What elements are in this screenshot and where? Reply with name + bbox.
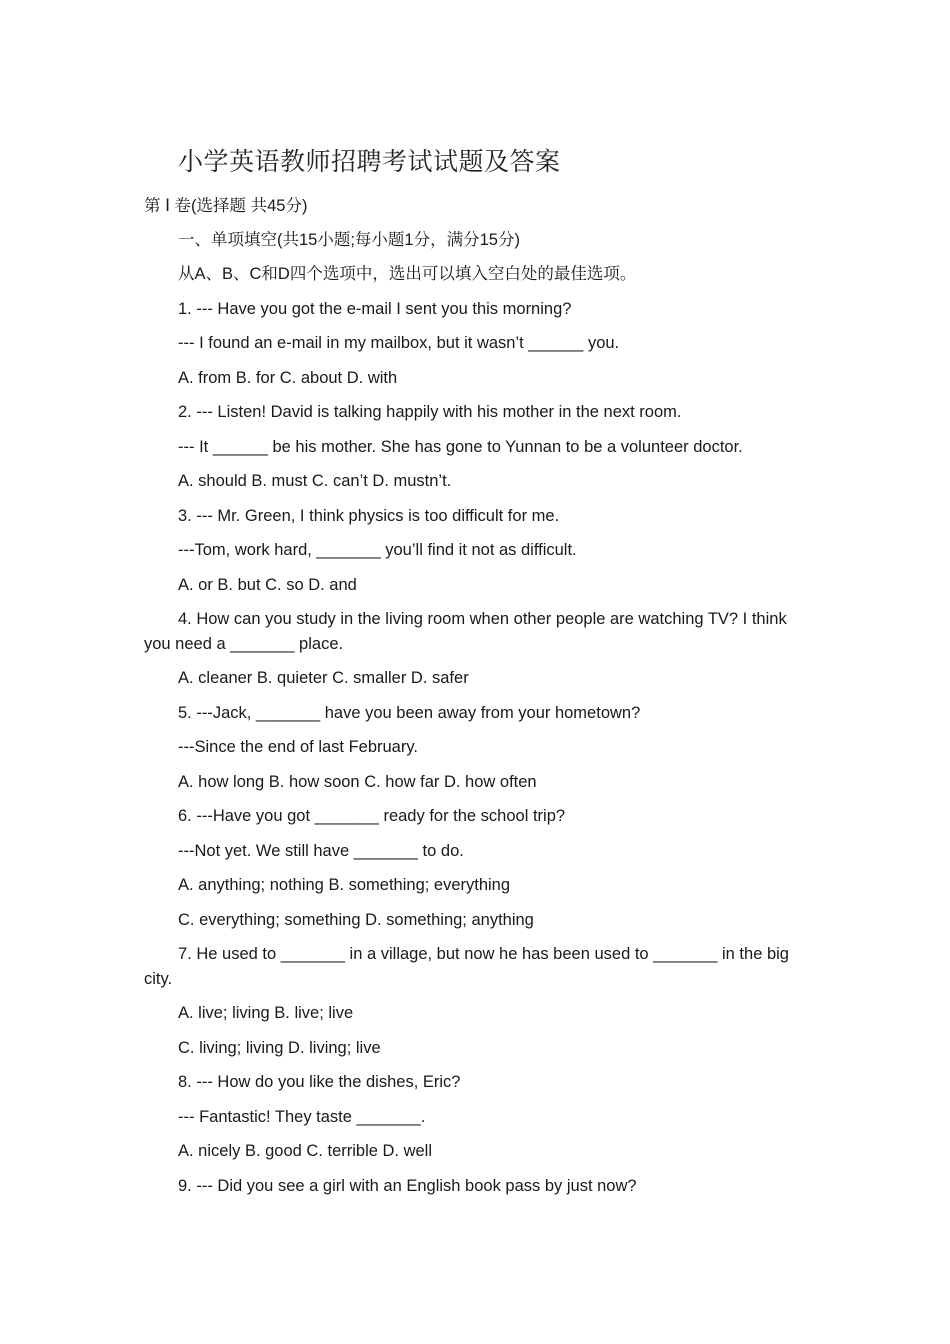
question-5-stem: 5. ---Jack, _______ have you been away from your hometown? <box>178 704 641 722</box>
question-4-options: A. cleaner B. quieter C. smaller D. safer <box>178 669 469 687</box>
question-1-options: A. from B. for C. about D. with <box>178 369 398 387</box>
question-2-stem: 2. --- Listen! David is talking happily with his mother in the next room. <box>178 403 682 421</box>
question-8-reply: --- Fantastic! They taste _______. <box>178 1108 426 1126</box>
question-4-stem: 4. How can you study in the living room when other people are watching TV? I think you need a _______ place. <box>144 610 787 653</box>
instruction-text: 从A、B、C和D四个选项中，选出可以填入空白处的最佳选项。 <box>178 265 637 283</box>
question-8-stem: 8. --- How do you like the dishes, Eric? <box>178 1073 461 1091</box>
question-8-options: A. nicely B. good C. terrible D. well <box>178 1142 433 1160</box>
question-5-reply: ---Since the end of last February. <box>178 738 418 756</box>
question-2-reply: --- It ______ be his mother. She has gone to Yunnan to be a volunteer doctor. <box>178 438 743 456</box>
question-7-stem: 7. He used to _______ in a village, but now he has been used to _______ in the big city. <box>144 945 789 988</box>
question-3-stem: 3. --- Mr. Green, I think physics is too difficult for me. <box>178 507 560 525</box>
question-5-options: A. how long B. how soon C. how far D. how often <box>178 773 537 791</box>
question-9-stem: 9. --- Did you see a girl with an English book pass by just now? <box>178 1177 637 1195</box>
question-6-options-cd: C. everything; something D. something; anything <box>178 911 534 929</box>
question-1-reply: --- I found an e-mail in my mailbox, but it wasn’t ______ you. <box>178 334 620 352</box>
part-heading: 一、单项填空(共15小题;每小题1分，满分15分) <box>178 231 520 249</box>
question-6-stem: 6. ---Have you got _______ ready for the school trip? <box>178 807 566 825</box>
document-title: 小学英语教师招聘考试试题及答案 <box>178 147 561 176</box>
section-heading: 第 Ⅰ 卷(选择题 共45分) <box>144 197 308 215</box>
question-2-options: A. should B. must C. can’t D. mustn’t. <box>178 472 452 490</box>
question-6-reply: ---Not yet. We still have _______ to do. <box>178 842 464 860</box>
question-1-stem: 1. --- Have you got the e-mail I sent you this morning? <box>178 300 572 318</box>
question-3-reply: ---Tom, work hard, _______ you’ll find it not as difficult. <box>178 541 577 559</box>
question-3-options: A. or B. but C. so D. and <box>178 576 357 594</box>
question-7-options-ab: A. live; living B. live; live <box>178 1004 354 1022</box>
question-7-options-cd: C. living; living D. living; live <box>178 1039 381 1057</box>
question-6-options-ab: A. anything; nothing B. something; everything <box>178 876 511 894</box>
